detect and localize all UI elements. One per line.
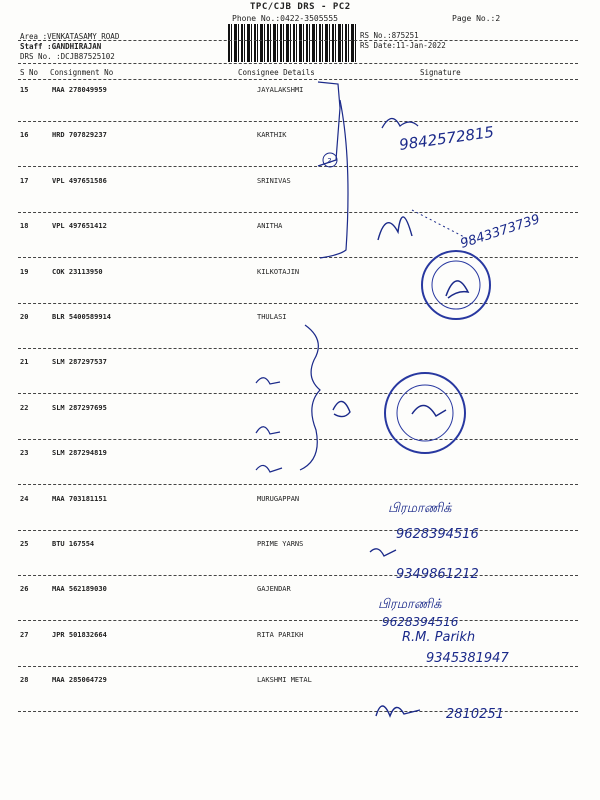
header-rule	[18, 40, 578, 41]
row-serial-number: 16	[20, 131, 29, 139]
row-consignment-number: VPL 497651586	[52, 177, 107, 185]
col-signature: Signature	[420, 68, 461, 77]
header-rule	[18, 79, 578, 80]
row-serial-number: 21	[20, 358, 29, 366]
row-consignment-number: MAA 285064729	[52, 676, 107, 684]
row-divider	[18, 711, 578, 712]
svg-text:பிரமாணிக்: பிரமாணிக்	[378, 597, 442, 612]
phone-number: Phone No.:0422-3505555	[232, 14, 338, 23]
header-rule	[18, 63, 578, 64]
row-serial-number: 17	[20, 177, 29, 185]
svg-text:2: 2	[327, 157, 332, 165]
row-consignee-name: PRIME YARNS	[257, 540, 304, 548]
row-divider	[18, 303, 578, 304]
row-divider	[18, 666, 578, 667]
row-consignee-name: ANITHA	[257, 222, 283, 230]
row-serial-number: 18	[20, 222, 29, 230]
rs-number: RS No.:875251	[360, 31, 419, 40]
row-consignee-name: MURUGAPPAN	[257, 495, 300, 503]
row-consignee-name: KILKOTAJIN	[257, 268, 300, 276]
row-divider	[18, 530, 578, 531]
row-consignment-number: COK 23113950	[52, 268, 103, 276]
row-consignment-number: MAA 703181151	[52, 495, 107, 503]
row-divider	[18, 393, 578, 394]
col-consignee: Consignee Details	[238, 68, 315, 77]
row-consignment-number: HRD 707829237	[52, 131, 107, 139]
row-consignment-number: SLM 287297537	[52, 358, 107, 366]
sig-phone-2: 9843373739	[458, 211, 542, 252]
col-sno: S No	[20, 68, 39, 77]
row-consignee-name: LAKSHMI METAL	[257, 676, 312, 684]
svg-text:பிரமாணிக்: பிரமாணிக்	[388, 501, 452, 516]
row-serial-number: 22	[20, 404, 29, 412]
row-consignee-name: RITA PARIKH	[257, 631, 304, 639]
row-serial-number: 19	[20, 268, 29, 276]
sig-name-6: R.M. Parikh	[402, 630, 476, 645]
sig-phone-3: 9628394516	[396, 527, 479, 542]
sig-phone-1: 9842572815	[398, 122, 496, 154]
row-consignment-number: BLR 5400589914	[52, 313, 112, 321]
row-divider	[18, 121, 578, 122]
col-consignment: Consignment No	[50, 68, 114, 77]
sig-phone-7: 9345381947	[426, 651, 509, 666]
row-serial-number: 20	[20, 313, 29, 321]
row-consignee-name: THULASI	[257, 313, 287, 321]
row-consignee-name: GAJENDAR	[257, 585, 291, 593]
row-consignment-number: VPL 497651412	[52, 222, 107, 230]
row-consignment-number: BTU 167554	[52, 540, 95, 548]
rs-date: RS Date:11-Jan-2022	[360, 41, 446, 50]
sig-phone-8: 2810251	[446, 707, 504, 722]
row-divider	[18, 212, 578, 213]
row-serial-number: 15	[20, 86, 29, 94]
row-serial-number: 27	[20, 631, 29, 639]
row-consignment-number: SLM 287294819	[52, 449, 107, 457]
row-divider	[18, 348, 578, 349]
row-consignee-name: JAYALAKSHMI	[257, 86, 304, 94]
row-divider	[18, 484, 578, 485]
row-divider	[18, 439, 578, 440]
row-serial-number: 26	[20, 585, 29, 593]
row-divider	[18, 257, 578, 258]
row-divider	[18, 166, 578, 167]
row-serial-number: 23	[20, 449, 29, 457]
document-title: TPC/CJB DRS - PC2	[250, 2, 351, 12]
area-label: Area :VENKATASAMY ROAD	[20, 32, 120, 41]
sig-phone-5: 9628394516	[382, 615, 459, 629]
row-consignee-name: SRINIVAS	[257, 177, 291, 185]
drs-number: DRS No. :DCJB87525102	[20, 52, 115, 61]
staff-label: Staff :GANDHIRAJAN	[20, 42, 102, 51]
row-consignment-number: SLM 287297695	[52, 404, 107, 412]
row-serial-number: 24	[20, 495, 29, 503]
row-consignment-number: MAA 562189030	[52, 585, 107, 593]
page-number: Page No.:2	[452, 14, 501, 23]
row-serial-number: 28	[20, 676, 29, 684]
row-serial-number: 25	[20, 540, 29, 548]
barcode	[228, 24, 358, 62]
row-consignment-number: JPR 501832664	[52, 631, 107, 639]
row-divider	[18, 620, 578, 621]
row-divider	[18, 575, 578, 576]
row-consignment-number: MAA 278049959	[52, 86, 107, 94]
row-consignee-name: KARTHIK	[257, 131, 287, 139]
sig-phone-4: 9349861212	[396, 567, 479, 582]
